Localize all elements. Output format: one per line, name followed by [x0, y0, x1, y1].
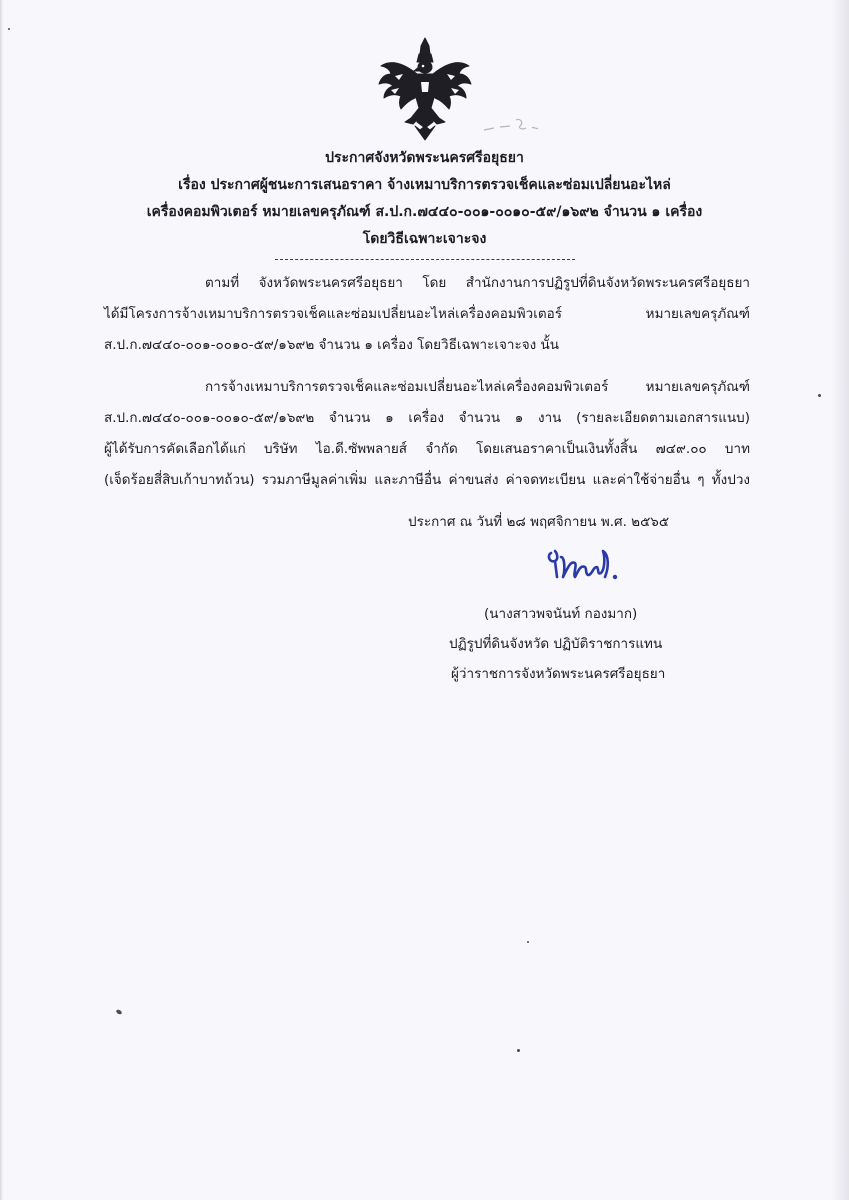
paragraph2-line2: ส.ป.ก.๗๔๔๐-๐๐๑-๐๐๑๐-๕๙/๑๖๙๒ จำนวน ๑ เครื่อง จำนวน ๑ งาน (รายละเอียดตามเอกสารแนบ): [104, 410, 750, 426]
paragraph2-line3: ผู้ได้รับการคัดเลือกได้แก่ บริษัท ไอ.ดี.ซัพพลายส์ จำกัด โดยเสนอราคาเป็นเงินทั้งสิ้น ๗๔๙.๐๐ บาท: [104, 441, 750, 457]
scan-speck: [818, 394, 821, 397]
signer-position-line2: ผู้ว่าราชการจังหวัดพระนครศรีอยุธยา: [451, 666, 666, 682]
paragraph2-line4: (เจ็ดร้อยสี่สิบเก้าบาทถ้วน) รวมภาษีมูลค่าเพิ่ม และภาษีอื่น ค่าขนส่ง ค่าจดทะเบียน และค่าใช้จ่ายอื่น ๆ ทั้งปวง: [104, 472, 750, 488]
announcement-heading: ประกาศจังหวัดพระนครศรีอยุธยา: [325, 150, 524, 166]
signer-name: (นางสาวพจนันท์ กองมาก): [484, 606, 638, 622]
announcement-subject-line2: เครื่องคอมพิวเตอร์ หมายเลขครุภัณฑ์ ส.ป.ก.๗๔๔๐-๐๐๑-๐๐๑๐-๕๙/๑๖๙๒ จำนวน ๑ เครื่อง: [146, 204, 703, 220]
paragraph1-line1: ตามที่ จังหวัดพระนครศรีอยุธยา โดย สำนักงานการปฏิรูปที่ดินจังหวัดพระนครศรีอยุธยา: [205, 275, 750, 291]
announcement-date: ประกาศ ณ วันที่ ๒๘ พฤศจิกายน พ.ศ. ๒๕๖๕: [408, 514, 670, 530]
announcement-method: โดยวิธีเฉพาะเจาะจง: [362, 231, 487, 247]
signer-position: ปฏิรูปที่ดินจังหวัด ปฏิบัติราชการแทน: [449, 636, 663, 652]
announcement-subject: เรื่อง ประกาศผู้ชนะการเสนอราคา จ้างเหมาบริการตรวจเช็คและซ่อมเปลี่ยนอะไหล่: [178, 177, 671, 193]
header-separator: [275, 259, 575, 260]
garuda-emblem-icon: [375, 36, 475, 142]
handwritten-signature: [545, 543, 627, 589]
pencil-mark-icon: [480, 116, 544, 136]
paragraph2-line1: การจ้างเหมาบริการตรวจเช็คและซ่อมเปลี่ยนอะไหล่เครื่องคอมพิวเตอร์ หมายเลขครุภัณฑ์: [205, 379, 750, 395]
scan-speck: [527, 941, 529, 943]
scan-speck: [517, 1049, 520, 1052]
paragraph1-line3: ส.ป.ก.๗๔๔๐-๐๐๑-๐๐๑๐-๕๙/๑๖๙๒ จำนวน ๑ เครื่อง โดยวิธีเฉพาะเจาะจง นั้น: [104, 337, 559, 353]
scan-speck: [8, 28, 10, 30]
paragraph1-line2: ได้มีโครงการจ้างเหมาบริการตรวจเช็คและซ่อมเปลี่ยนอะไหล่เครื่องคอมพิวเตอร์ หมายเลขครุภัณฑ์: [104, 306, 750, 322]
scan-speck: [115, 1009, 122, 1015]
